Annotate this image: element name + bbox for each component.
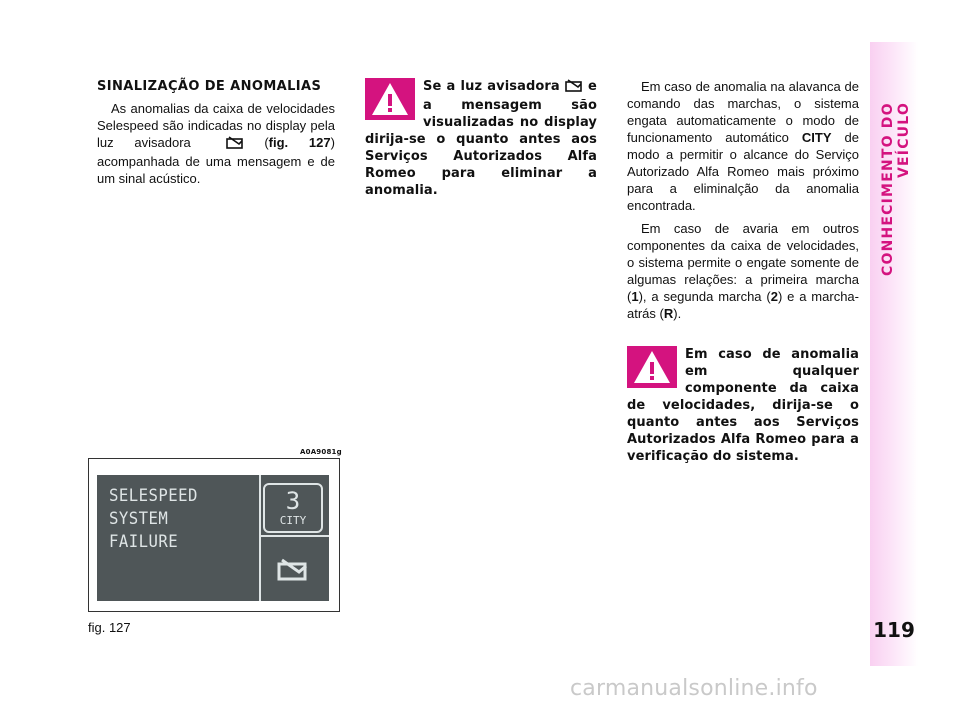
- figure-127: [88, 458, 340, 612]
- text: ), a segunda marcha (: [638, 289, 771, 304]
- display-divider: [259, 475, 261, 601]
- gearbox-warning-icon: [565, 79, 583, 97]
- text: (: [243, 135, 269, 150]
- gear-restriction-paragraph: [627, 220, 859, 322]
- section-sidebar: [870, 42, 918, 666]
- text: ) acompanhada de uma mensagem e de um sinal acústico.: [97, 135, 335, 186]
- city-mode-label: CITY: [801, 130, 832, 145]
- warning-block-2: [627, 346, 859, 465]
- lever-anomaly-paragraph: [627, 78, 859, 214]
- gear-reverse: R: [663, 306, 674, 321]
- gear-mode: CITY: [279, 514, 307, 527]
- gearbox-warning-icon: [212, 136, 244, 153]
- figure-code: A0A9081g: [300, 448, 342, 456]
- gear-divider: [261, 535, 329, 537]
- warning-triangle-icon: [365, 78, 415, 120]
- text: Em caso de avaria em outros componentes da caixa de velocidades, o sistema permite o engate somente de algumas relações: a primeira marcha (: [627, 221, 859, 304]
- section-title: CONHECIMENTO DO VEÍCULO: [880, 102, 912, 276]
- warning-text-2: Em caso de anomalia em qualquer componente da caixa de velocidades, dirija-se o quanto antes aos Serviços Autorizados Alfa Romeo para a verificação do sistema.: [627, 347, 859, 464]
- column-failsafe: [627, 78, 859, 322]
- section-heading: SINALIZAÇÃO DE ANOMALIAS: [97, 79, 322, 94]
- gear-1: 1: [631, 289, 639, 304]
- display-line-1: SELESPEED: [109, 486, 198, 506]
- text: ) e a marcha-atrás (: [627, 289, 859, 321]
- display-message: [109, 485, 198, 554]
- figure-reference: fig. 127: [268, 135, 331, 150]
- figure-caption: fig. 127: [88, 620, 131, 635]
- gear-2: 2: [770, 289, 778, 304]
- text: As anomalias da caixa de velocidades Selespeed são indicadas no display pela luz avisadora: [97, 101, 335, 150]
- display-line-2: SYSTEM: [109, 509, 169, 529]
- gear-indicator: [263, 483, 323, 533]
- text: Em caso de anomalia na alavanca de comando das marchas, o sistema engata automaticamente o modo de funcionamento automático: [627, 79, 859, 145]
- watermark[interactable]: carmanualsonline.info: [570, 676, 818, 701]
- column-anomalies: [97, 78, 335, 187]
- text: ).: [673, 306, 682, 321]
- warning-triangle-icon: [627, 346, 677, 388]
- text: e a mensagem são visualizadas no display dirija-se o quanto antes aos Serviços Autorizados Alfa Romeo para eliminar a anomalia.: [365, 79, 597, 198]
- anomalies-paragraph: [97, 100, 335, 187]
- text: Se a luz avisadora: [423, 79, 560, 94]
- column-warning: [365, 78, 597, 199]
- instrument-display: [97, 475, 329, 601]
- page-number: 119: [873, 618, 915, 642]
- gear-number: 3: [285, 487, 301, 515]
- text: de modo a permitir o alcance do Serviço Autorizado Alfa Romeo mais próximo para a eliminalção da anomalia encontrada.: [627, 130, 859, 213]
- display-line-3: FAILURE: [109, 532, 179, 552]
- gearbox-warning-icon: [277, 557, 309, 586]
- warning-block: [365, 78, 597, 199]
